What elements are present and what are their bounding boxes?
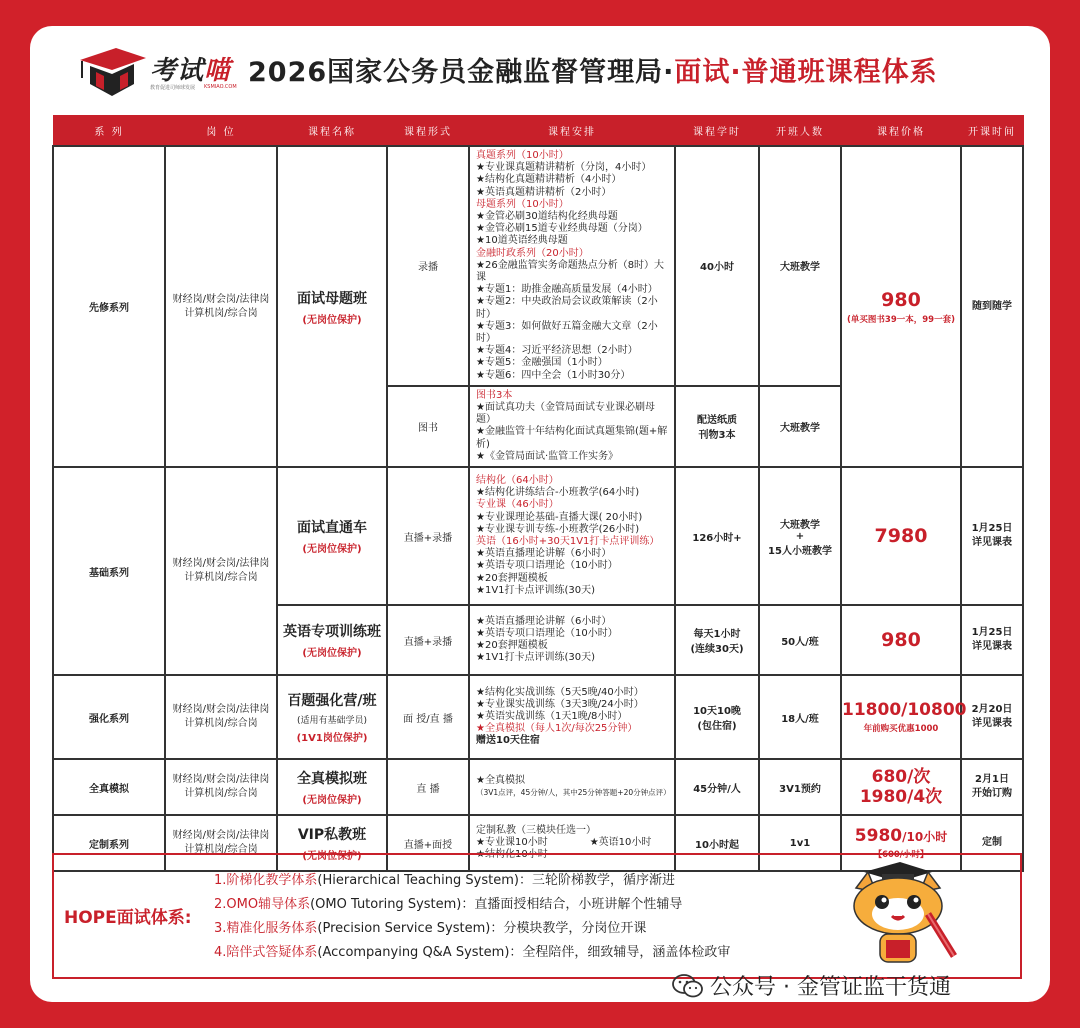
arrangement-line: （3V1点评，45分钟/人，其中25分钟答题+20分钟点评） — [476, 788, 671, 798]
page-title: 2026国家公务员金融监督管理局·面试·普通班课程体系 — [248, 57, 938, 88]
arrangement-line: ★专业课理论基础-直播大课( 20小时) — [476, 511, 643, 523]
arrangement-line: ★专题4：习近平经济思想（2小时） — [476, 345, 638, 357]
arrangement-line: ★英语实战训练（1天1晚/8小时） — [476, 710, 628, 722]
class-size-cell: 18人/班 — [759, 675, 841, 759]
course-name-cell: 英语专项训练班 (无岗位保护) — [277, 605, 387, 675]
form-cell: 直 播 — [387, 759, 469, 815]
table-row — [53, 146, 1023, 386]
arrangement-cell — [469, 386, 675, 467]
start-cell: 2月20日 详见课表 — [961, 675, 1023, 759]
arrangement-cell: 定制私教（三模块任选一） ★专业课10小时 ★英语10小时 ★结构化10小时 — [469, 815, 675, 871]
price-cell: 11800/10800 年前购买优惠1000 — [841, 675, 961, 759]
class-size-cell: 3V1预约 — [759, 759, 841, 815]
table-row — [53, 675, 1023, 759]
hope-item: 4.陪伴式答疑体系(Accompanying Q&A System)：全程陪伴，细致辅导，涵盖体检政审 — [214, 945, 731, 960]
post-cell: 财经岗/财会岗/法律岗 计算机岗/综合岗 — [165, 467, 277, 675]
series-cell: 全真模拟 — [53, 759, 165, 815]
arrangement-line: ★全真模拟（每人1次/每次25分钟） — [476, 723, 638, 735]
course-name-cell: 面试母题班 (无岗位保护) — [277, 146, 387, 467]
arrangement-line: ★专题5：金融强国（1小时） — [476, 357, 608, 369]
hope-item: 3.精准化服务体系(Precision Service System)：分模块教学，分岗位开课 — [214, 921, 647, 936]
col-header: 课程名称 — [277, 116, 387, 147]
arrangement-line: ★专业课实战训练（3天3晚/24小时） — [476, 698, 644, 710]
hope-item: 2.OMO辅导体系(OMO Tutoring System)：直播面授相结合，小班讲解个性辅导 — [214, 897, 683, 912]
arrangement-line: ★《金管局面试·监管工作实务》 — [476, 450, 619, 462]
arrangement-cell — [469, 467, 675, 605]
logo-url: KSMIAO.COM — [204, 84, 237, 90]
course-name-cell: 百题强化营/班 (适用有基础学员) (1V1岗位保护) — [277, 675, 387, 759]
arrangement-line: ★英语专项口语理论（10小时） — [476, 560, 618, 572]
course-name-cell: 面试直通车 (无岗位保护) — [277, 467, 387, 605]
arrangement-cell — [469, 675, 675, 759]
class-size-cell: 大班教学 — [759, 386, 841, 467]
arrangement-line: ★结构化实战训练（5天5晚/40小时） — [476, 686, 644, 698]
price-cell: 980 (单买图书39一本，99一套) — [841, 146, 961, 467]
arrangement-line: ★1V1打卡点评训练(30天) — [476, 652, 596, 664]
col-header: 岗 位 — [165, 116, 277, 147]
table-row — [53, 467, 1023, 605]
hours-cell: 10天10晚 (包住宿) — [675, 675, 759, 759]
arrangement-line: ★金管必刷30道结构化经典母题 — [476, 211, 618, 223]
start-cell: 定制 — [961, 815, 1023, 871]
hours-cell: 配送纸质 刊物3本 — [675, 386, 759, 467]
col-header: 系 列 — [53, 116, 165, 147]
col-header: 开班人数 — [759, 116, 841, 147]
series-cell: 定制系列 — [53, 815, 165, 871]
price-cell: 980 — [841, 605, 961, 675]
course-name-cell: 全真模拟班 (无岗位保护) — [277, 759, 387, 815]
form-cell: 直播+录播 — [387, 605, 469, 675]
col-header: 课程价格 — [841, 116, 961, 147]
price-cell: 680/次 1980/4次 — [841, 759, 961, 815]
logo-tagline: 教育促进司师球发展 — [150, 85, 196, 91]
start-cell: 1月25日 详见课表 — [961, 467, 1023, 605]
arrangement-line: ★面试真功夫（金管局面试专业课必刷母题） — [476, 402, 655, 426]
hope-item: 1.阶梯化教学体系(Hierarchical Teaching System)：三轮阶梯教学，循序渐进 — [214, 873, 675, 888]
post-cell: 财经岗/财会岗/法律岗 计算机岗/综合岗 — [165, 146, 277, 467]
graduation-cap-icon — [76, 44, 148, 100]
table-row — [53, 759, 1023, 815]
table-header — [53, 116, 1023, 147]
series-cell: 先修系列 — [53, 146, 165, 467]
arrangement-cell — [469, 759, 675, 815]
class-size-cell: 大班教学 + 15人小班教学 — [759, 467, 841, 605]
arrangement-line: ★专题2：中央政治局会议政策解读（2小时） — [476, 296, 658, 320]
arrangement-line: ★英语直播理论讲解（6小时） — [476, 548, 612, 560]
arrangement-line: ★金管必刷15道专业经典母题（分岗） — [476, 223, 648, 235]
logo — [76, 44, 236, 102]
price-cell: 7980 — [841, 467, 961, 605]
series-cell: 基础系列 — [53, 467, 165, 675]
series-cell: 强化系列 — [53, 675, 165, 759]
arrangement-line: 赠送10天住宿 — [476, 735, 540, 747]
post-cell: 财经岗/财会岗/法律岗 计算机岗/综合岗 — [165, 815, 277, 871]
class-size-cell: 50人/班 — [759, 605, 841, 675]
arrangement-line: ★全真模拟 — [476, 774, 525, 786]
arrangement-line: 英语（16小时+30天1V1打卡点评训练） — [476, 536, 660, 548]
logo-brand: 考试喵 — [150, 56, 232, 86]
arrangement-line: ★专业课真题精讲精析（分岗，4小时） — [476, 162, 652, 174]
arrangement-line: ★20套押题模板 — [476, 572, 548, 584]
col-header: 课程形式 — [387, 116, 469, 147]
arrangement-line: ★20套押题模板 — [476, 640, 548, 652]
form-cell: 图书 — [387, 386, 469, 467]
cat-mascot-icon — [842, 858, 962, 968]
hours-cell: 每天1小时 (连续30天) — [675, 605, 759, 675]
hours-cell: 126小时+ — [675, 467, 759, 605]
form-cell: 面 授/直 播 — [387, 675, 469, 759]
arrangement-line: ★专题1：助推金融高质量发展（4小时） — [476, 284, 658, 296]
hope-label: HOPE面试体系: — [64, 908, 192, 928]
arrangement-cell — [469, 146, 675, 386]
arrangement-cell — [469, 605, 675, 675]
arrangement-line: ★结构化真题精讲精析（4小时） — [476, 174, 622, 186]
course-table — [52, 115, 1024, 872]
arrangement-line: 图书3本 — [476, 389, 513, 401]
footer-account: 公众号 · 金管证监干货通 — [710, 975, 951, 1000]
form-cell: 录播 — [387, 146, 469, 386]
arrangement-line: ★结构化讲练结合-小班教学(64小时) — [476, 487, 640, 499]
class-size-cell: 1v1 — [759, 815, 841, 871]
arrangement-line: ★10道英语经典母题 — [476, 235, 568, 247]
col-header: 课程学时 — [675, 116, 759, 147]
start-cell: 1月25日 详见课表 — [961, 605, 1023, 675]
arrangement-line: ★26金融监管实务命题热点分析（8时）大课 — [476, 259, 665, 284]
arrangement-line: ★1V1打卡点评训练(30天) — [476, 584, 596, 596]
price-cell: 5980/10小时 【600/小时】 — [841, 815, 961, 871]
post-cell: 财经岗/财会岗/法律岗 计算机岗/综合岗 — [165, 759, 277, 815]
course-name-cell: VIP私教班 (无岗位保护) — [277, 815, 387, 871]
arrangement-line: 专业课（46小时） — [476, 499, 559, 511]
arrangement-line: ★专业课专训专练-小班教学(26小时) — [476, 523, 640, 535]
form-cell: 直播+录播 — [387, 467, 469, 605]
col-header: 开课时间 — [961, 116, 1023, 147]
arrangement-line: ★专题3：如何做好五篇金融大文章（2小时） — [476, 320, 658, 345]
class-size-cell: 大班教学 — [759, 146, 841, 386]
col-header: 课程安排 — [469, 116, 675, 147]
hours-cell: 45分钟/人 — [675, 759, 759, 815]
arrangement-line: 结构化（64小时） — [476, 475, 559, 487]
hours-cell: 40小时 — [675, 146, 759, 386]
arrangement-line: ★专题6：四中全会（1小时30分） — [476, 369, 631, 381]
post-cell: 财经岗/财会岗/法律岗 计算机岗/综合岗 — [165, 675, 277, 759]
arrangement-line: ★金融监管十年结构化面试真题集锦(题+解析) — [476, 426, 668, 450]
form-cell: 直播+面授 — [387, 815, 469, 871]
arrangement-line: ★英语直播理论讲解（6小时） — [476, 615, 612, 627]
hours-cell: 10小时起 — [675, 815, 759, 871]
arrangement-line: ★英语专项口语理论（10小时） — [476, 627, 618, 639]
arrangement-line: 真题系列（10小时） — [476, 150, 569, 161]
arrangement-line: 母题系列（10小时） — [476, 198, 569, 210]
arrangement-line: ★英语真题精讲精析（2小时） — [476, 186, 612, 198]
start-cell: 随到随学 — [961, 146, 1023, 467]
arrangement-line: 金融时政系列（20小时） — [476, 247, 589, 259]
hope-items — [214, 869, 730, 965]
start-cell: 2月1日 开始订购 — [961, 759, 1023, 815]
